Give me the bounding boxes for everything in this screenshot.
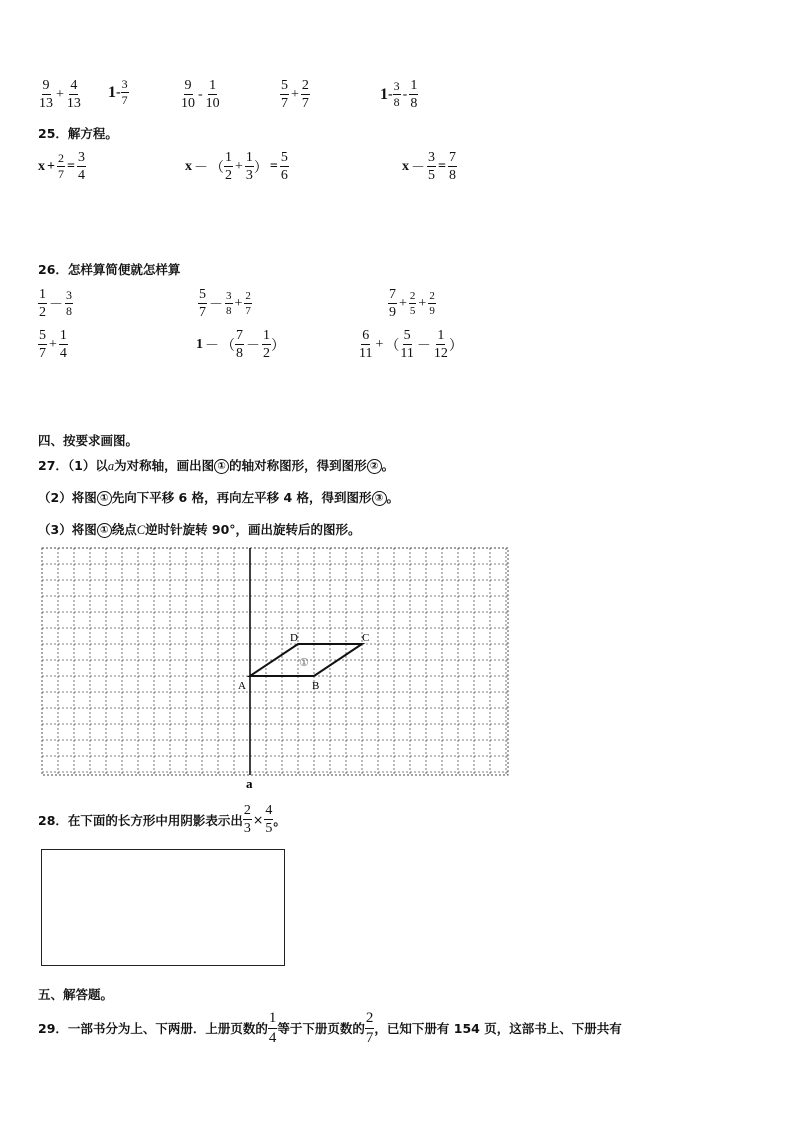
section-4-heading: 四、按要求画图。 xyxy=(38,433,139,448)
shading-rectangle[interactable] xyxy=(41,849,285,966)
calc-24-3: $\frac{9}{10}$ - $\frac{1}{10}$ xyxy=(181,78,220,112)
label-b: B xyxy=(312,680,320,692)
q25-title: 25．解方程。 xyxy=(38,126,118,141)
calc-24-2: 1 - $\frac{3}{7}$ xyxy=(108,77,128,108)
calc-26-3: $\frac{7}{9}$ + $\frac{2}{5}$ + $\frac{2}{9}$ xyxy=(389,287,435,321)
label-d: D xyxy=(290,632,298,644)
label-c: C xyxy=(362,632,370,644)
calc-26-1: $\frac{1}{2}$ － $\frac{3}{8}$ xyxy=(39,287,72,321)
section-5-heading: 五、解答题。 xyxy=(38,987,114,1002)
calc-26-2: $\frac{5}{7}$ － $\frac{3}{8}$ + $\frac{2}{7}$ xyxy=(199,287,251,321)
q27-part3: （3）将图 ① 绕点C逆时针旋转 90°，画出旋转后的图形。 xyxy=(38,522,361,537)
figure-1-label: ① xyxy=(299,656,309,669)
calc-24-4: $\frac{5}{7}$ + $\frac{2}{7}$ xyxy=(281,78,309,112)
grid-figure xyxy=(40,545,512,790)
circled-3-icon: ③ xyxy=(372,491,387,506)
equation-25-1: x + $\frac{2}{7}$ = $\frac{3}{4}$ xyxy=(38,150,85,184)
calc-24-1: $\frac{9}{13}$ + $\frac{4}{13}$ xyxy=(39,78,81,112)
circled-1-icon: ① xyxy=(214,459,229,474)
q27-part2: （2）将图 ① 先向下平移 6 格，再向左平移 4 格，得到图形 ③ 。 xyxy=(38,490,400,505)
axis-label-a: a xyxy=(246,776,253,790)
q28-text: 28．在下面的长方形中用阴影表示出 $\frac{2}{3}$ × $\frac{4}{5}$ 。 xyxy=(38,803,286,837)
dashed-grid xyxy=(42,548,508,775)
calc-24-5: 1 - $\frac{3}{8}$ - $\frac{1}{8}$ xyxy=(380,78,418,112)
q26-title: 26．怎样算简便就怎样算 xyxy=(38,262,181,277)
calc-26-4: $\frac{5}{7}$ + $\frac{1}{4}$ xyxy=(39,328,67,362)
q27-part1: 27．（1）以a为对称轴，画出图 ① 的轴对称图形，得到图形 ② 。 xyxy=(38,458,395,473)
circled-1-icon: ① xyxy=(97,491,112,506)
q29-text: 29．一部书分为上、下两册．上册页数的 $\frac{1}{4}$ 等于下册页数的 $\frac{2}{7}$ ，已知下册有 154 页，这部书上、下册共有 xyxy=(38,1010,622,1046)
calc-26-6: $\frac{6}{11}$ + （ $\frac{5}{11}$ － $\frac{1}{12}$ ） xyxy=(359,328,463,362)
grid-border xyxy=(42,548,508,775)
circled-1-icon: ① xyxy=(97,523,112,538)
circled-2-icon: ② xyxy=(367,459,382,474)
calc-26-5: 1 － （ $\frac{7}{8}$ － $\frac{1}{2}$ ） xyxy=(196,328,285,362)
label-a: A xyxy=(238,680,246,692)
equation-25-2: x － （ $\frac{1}{2}$ + $\frac{1}{3}$ ） = $\frac{5}{6}$ xyxy=(185,150,288,184)
equation-25-3: x － $\frac{3}{5}$ = $\frac{7}{8}$ xyxy=(402,150,456,184)
